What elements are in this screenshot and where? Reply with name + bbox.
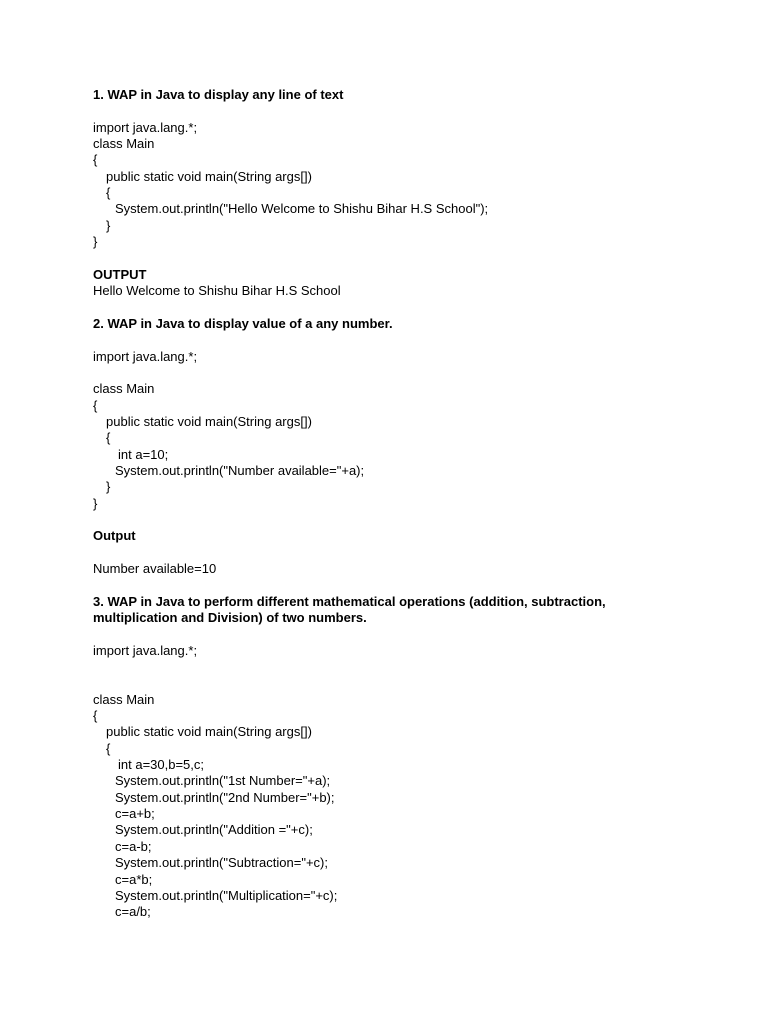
spacer (93, 545, 693, 561)
program-3-code-line: c=a/b; (115, 904, 151, 920)
spacer (93, 365, 693, 381)
program-2-heading: 2. WAP in Java to display value of a any number. (93, 315, 393, 331)
program-3-declaration: int a=30,b=5,c; (118, 757, 205, 773)
program-1-main-close: } (106, 217, 111, 233)
spacer (93, 332, 693, 348)
spacer (93, 103, 693, 119)
program-1-code-line: System.out.println("Hello Welcome to Shishu Bihar H.S School"); (115, 201, 489, 217)
program-1-class-open: { (93, 152, 98, 168)
program-2-output-text: Number available=10 (93, 560, 217, 576)
program-2-class-decl: class Main (93, 381, 155, 397)
program-3-code-line: System.out.println("Multiplication="+c); (115, 887, 338, 903)
program-3-import: import java.lang.*; (93, 642, 198, 658)
program-1-main-signature: public static void main(String args[]) (106, 168, 312, 184)
program-3-heading: 3. WAP in Java to perform different mathematical operations (addition, subtraction, multiplication and Division) of two numbers. (93, 593, 606, 625)
program-3-code-line: c=a+b; (115, 806, 155, 822)
program-1-class-decl: class Main (93, 136, 155, 152)
program-1-main-open: { (106, 185, 111, 201)
program-1-heading: 1. WAP in Java to display any line of text (93, 87, 344, 102)
program-3-code-line: System.out.println("1st Number="+a); (115, 773, 331, 789)
program-3-code-line: c=a-b; (115, 838, 152, 854)
spacer (93, 250, 693, 266)
spacer (93, 626, 693, 642)
program-2-import: import java.lang.*; (93, 348, 198, 364)
program-1-output-label: OUTPUT (93, 266, 147, 282)
program-3-main-signature: public static void main(String args[]) (106, 724, 312, 740)
spacer (93, 577, 693, 593)
program-1-import: import java.lang.*; (93, 119, 198, 135)
spacer (93, 675, 693, 691)
program-2-main-open: { (106, 430, 111, 446)
program-3-class-decl: class Main (93, 691, 155, 707)
spacer (93, 299, 693, 315)
program-3-code-line: System.out.println("2nd Number="+b); (115, 789, 335, 805)
program-2-output-label: Output (93, 528, 136, 544)
program-3-main-open: { (106, 740, 111, 756)
program-2-class-open: { (93, 397, 98, 413)
program-2-main-signature: public static void main(String args[]) (106, 413, 312, 429)
program-3-code-line: System.out.println("Addition ="+c); (115, 822, 313, 838)
program-3-code-line: c=a*b; (115, 871, 153, 887)
spacer (93, 512, 693, 528)
spacer (93, 659, 693, 675)
program-3-code-line: System.out.println("Subtraction="+c); (115, 855, 328, 871)
program-2-main-close: } (106, 479, 111, 495)
program-2-declaration: int a=10; (118, 446, 169, 462)
program-2-code-line: System.out.println("Number available="+a); (115, 462, 365, 478)
program-1-output-text: Hello Welcome to Shishu Bihar H.S School (93, 283, 341, 299)
program-1-class-close: } (93, 234, 98, 250)
document-content (93, 87, 693, 921)
program-2-class-close: } (93, 495, 98, 511)
program-3-class-open: { (93, 708, 98, 724)
